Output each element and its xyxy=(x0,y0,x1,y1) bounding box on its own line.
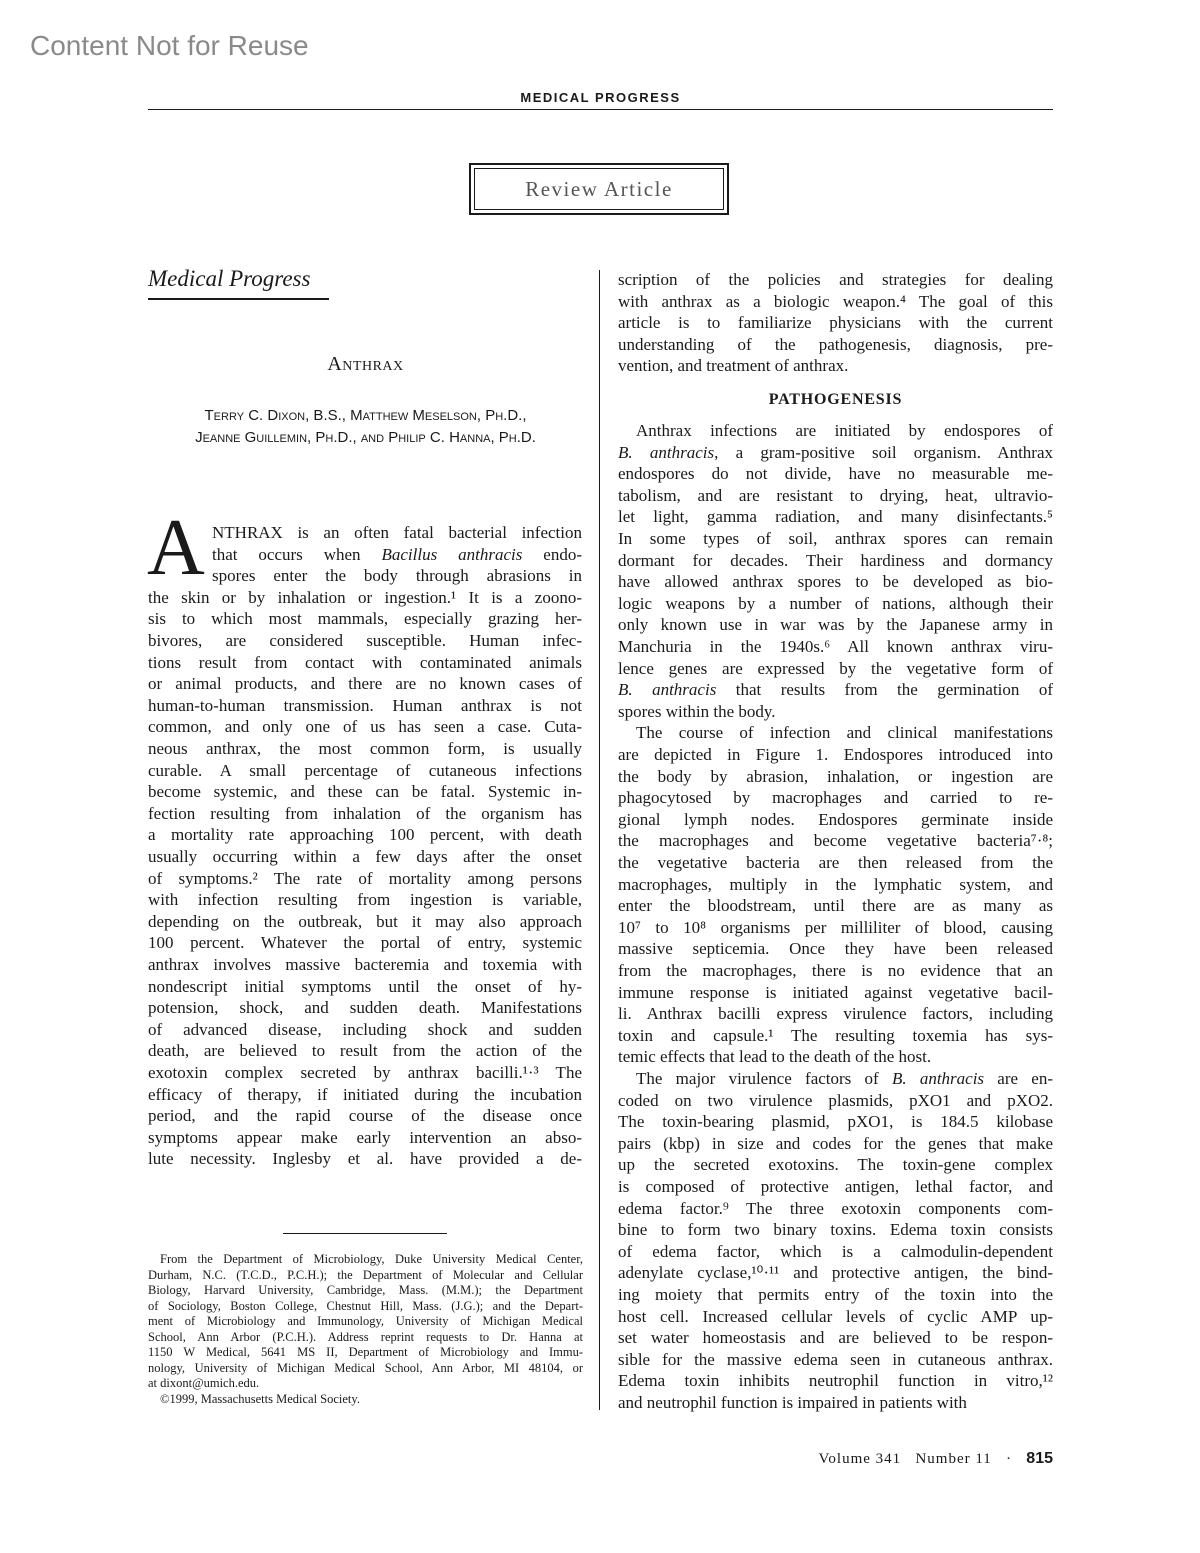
footnote-line: nology, University of Michigan Medical School, Ann Arbor, MI 48104, or xyxy=(148,1360,583,1375)
body-text-line: sible for the massive edema seen in cutaneous anthrax. xyxy=(618,1349,1053,1369)
body-text-line: set water homeostasis and are believed to be respon- xyxy=(618,1328,1053,1348)
body-text-line: bine to form two binary toxins. Edema toxin consists xyxy=(618,1220,1053,1240)
body-text-line: logic weapons by a number of nations, although their xyxy=(618,593,1053,613)
body-text-line: gional lymph nodes. Endospores germinate inside xyxy=(618,809,1053,829)
body-text-line: symptoms appear make early intervention an abso- xyxy=(148,1127,582,1147)
body-text-line: depending on the outbreak, but it may also approach xyxy=(148,911,582,931)
body-text-line: of edema factor, which is a calmodulin-dependent xyxy=(618,1241,1053,1261)
section-heading-pathogenesis: PATHOGENESIS xyxy=(768,391,903,408)
body-text-line: a mortality rate approaching 100 percent, with death xyxy=(148,825,582,845)
watermark: Content Not for Reuse xyxy=(30,30,309,61)
body-text-line: the body by abrasion, inhalation, or ingestion are xyxy=(618,766,1053,786)
body-text-line: Manchuria in the 1940s.⁶ All known anthrax viru- xyxy=(618,637,1053,656)
footnote-rule xyxy=(283,1233,447,1234)
body-text-line: Edema toxin inhibits neutrophil function in vitro,¹² xyxy=(618,1371,1053,1391)
footnote-line: at dixont@umich.edu. xyxy=(148,1376,260,1390)
body-text-line: human-to-human transmission. Human anthrax is not xyxy=(148,695,582,715)
article-type-label: Review Article xyxy=(474,168,724,210)
section-tag-rule xyxy=(148,298,329,300)
body-text-line: that occurs when Bacillus anthracis endo- xyxy=(212,544,582,564)
body-text-line: dormant for decades. Their hardiness and dormancy xyxy=(618,550,1053,570)
body-text-line: understanding of the pathogenesis, diagnosis, pre- xyxy=(618,334,1053,354)
body-text-line: and neutrophil function is impaired in patients with xyxy=(618,1393,967,1412)
body-text-line: vention, and treatment of anthrax. xyxy=(618,356,849,376)
body-text-line: coded on two virulence plasmids, pXO1 and pXO2. xyxy=(618,1090,1053,1110)
body-text-line: up the secreted exotoxins. The toxin-gene complex xyxy=(618,1155,1053,1175)
body-text-line: In some types of soil, anthrax spores can remain xyxy=(618,529,1053,548)
body-text-line: 100 percent. Whatever the portal of entry, systemic xyxy=(148,933,582,953)
body-text-line: common, and only one of us has seen a case. Cuta- xyxy=(148,717,582,737)
page-number: 815 xyxy=(1026,1450,1053,1467)
body-text-line: tabolism, and are resistant to drying, heat, ultravio- xyxy=(618,485,1053,505)
body-text-line: article is to familiarize physicians with the current xyxy=(618,313,1053,333)
body-text-line: nondescript initial symptoms until the onset of hy- xyxy=(148,976,582,996)
body-text-line: have allowed anthrax spores to be developed as bio- xyxy=(618,572,1053,592)
body-text-line: 10⁷ to 10⁸ organisms per milliliter of blood, causing xyxy=(618,917,1053,937)
body-text-line: only known use in war was by the Japanese army in xyxy=(618,615,1053,635)
body-text-line: become systemic, and these can be fatal. Systemic in- xyxy=(148,782,582,802)
body-text-line: enter the bloodstream, until there are as many as xyxy=(618,896,1053,916)
running-head: MEDICAL PROGRESS xyxy=(520,90,681,105)
body-text-line: li. Anthrax bacilli express virulence factors, including xyxy=(618,1004,1053,1024)
page-folio xyxy=(700,1450,1053,1468)
article-title: Anthrax xyxy=(327,353,404,375)
footnote-line: From the Department of Microbiology, Duke University Medical Center, xyxy=(160,1252,583,1266)
body-text-line: The major virulence factors of B. anthracis are en- xyxy=(636,1069,1053,1088)
author-list xyxy=(148,405,583,449)
drop-cap: A xyxy=(147,504,205,592)
author-line: Jeanne Guillemin, Ph.D., and Philip C. Hanna, Ph.D. xyxy=(195,429,536,446)
body-text-line: Anthrax infections are initiated by endospores of xyxy=(636,421,1053,440)
footnote-line: School, Ann Arbor (P.C.H.). Address reprint requests to Dr. Hanna at xyxy=(148,1329,583,1344)
body-text-line: phagocytosed by macrophages and carried to re- xyxy=(618,788,1053,808)
body-text-line: let light, gamma radiation, and many disinfectants.⁵ xyxy=(618,507,1053,527)
body-text-line: or animal products, and there are no known cases of xyxy=(148,674,582,694)
body-text-line: bivores, are considered susceptible. Human infec- xyxy=(148,631,582,650)
footnote-line: Durham, N.C. (T.C.D., P.C.H.); the Department of Molecular and Cellular xyxy=(148,1267,583,1282)
body-text-line: temic effects that lead to the death of the host. xyxy=(618,1047,932,1067)
body-text-line: edema factor.⁹ The three exotoxin components com- xyxy=(618,1198,1053,1218)
header-rule xyxy=(148,109,1053,110)
body-text-line: the macrophages and become vegetative bacteria⁷·⁸; xyxy=(618,831,1053,851)
body-text-line: are depicted in Figure 1. Endospores introduced into xyxy=(618,745,1053,764)
body-text-line: neous anthrax, the most common form, is usually xyxy=(148,739,582,758)
body-text-line: the skin or by inhalation or ingestion.¹ It is a zoono- xyxy=(148,587,582,607)
footnote-line: Biology, Harvard University, Cambridge, Mass. (M.M.); the Department xyxy=(148,1283,583,1297)
issue-label: Number 11 xyxy=(915,1451,992,1467)
footnote-line: 1150 W Medical, 5641 MS II, Department of Microbiology and Immu- xyxy=(148,1345,583,1359)
author-line: Terry C. Dixon, B.S., Matthew Meselson, Ph.D., xyxy=(204,407,527,424)
body-text-line: the vegetative bacteria are then released from the xyxy=(618,853,1053,872)
body-text-line: with anthrax as a biologic weapon.⁴ The goal of this xyxy=(618,291,1053,311)
body-text-line: lute necessity. Inglesby et al. have provided a de- xyxy=(148,1149,582,1169)
body-text-line: of symptoms.² The rate of mortality among persons xyxy=(148,868,582,888)
body-text-line: of advanced disease, including shock and sudden xyxy=(148,1019,582,1039)
body-text-line: spores within the body. xyxy=(618,701,776,721)
body-text-line: tions result from contact with contaminated animals xyxy=(148,652,582,672)
body-text-line: fection resulting from inhalation of the organism has xyxy=(148,803,582,823)
body-text-line: efficacy of therapy, if initiated during the incubation xyxy=(148,1084,582,1104)
footnote-line: of Sociology, Boston College, Chestnut Hill, Mass. (J.G.); and the Depart- xyxy=(148,1298,583,1313)
body-text-line: scription of the policies and strategies for dealing xyxy=(618,270,1053,289)
body-text-line: anthrax involves massive bacteremia and toxemia with xyxy=(148,955,582,974)
body-text-line: B. anthracis, a gram-positive soil organism. Anthrax xyxy=(618,442,1053,462)
body-text-line: period, and the rapid course of the disease once xyxy=(148,1106,582,1126)
body-text-line: adenylate cyclase,¹⁰·¹¹ and protective antigen, the bind- xyxy=(618,1263,1053,1283)
body-text-line: from the macrophages, there is no evidence that an xyxy=(618,961,1053,980)
body-text-line: The course of infection and clinical manifestations xyxy=(636,723,1053,743)
body-text-line: massive septicemia. Once they have been released xyxy=(618,939,1053,959)
body-text-line: B. anthracis that results from the germination of xyxy=(618,680,1053,700)
body-text-line: toxin and capsule.¹ The resulting toxemia has sys- xyxy=(618,1025,1053,1045)
body-text-line: spores enter the body through abrasions in xyxy=(212,566,582,586)
article-type-box xyxy=(469,163,729,215)
body-text-line: The toxin-bearing plasmid, pXO1, is 184.5 kilobase xyxy=(618,1112,1053,1132)
body-text-line: pairs (kbp) in size and codes for the genes that make xyxy=(618,1133,1053,1153)
footnote-line: ©1999, Massachusetts Medical Society. xyxy=(160,1391,360,1406)
body-text-line: sis to which most mammals, especially grazing her- xyxy=(148,609,582,629)
body-text-line: macrophages, multiply in the lymphatic system, and xyxy=(618,874,1053,894)
volume-label: Volume 341 xyxy=(818,1451,902,1467)
body-text-line: curable. A small percentage of cutaneous infections xyxy=(148,760,582,780)
folio-separator: · xyxy=(1006,1451,1013,1467)
footnote-line: ment of Microbiology and Immunology, University of Michigan Medical xyxy=(148,1314,583,1328)
body-text-line: with infection resulting from ingestion is variable, xyxy=(148,890,582,910)
body-text-line: lence genes are expressed by the vegetative form of xyxy=(618,658,1053,678)
column-divider xyxy=(599,270,600,1410)
body-text-line: is composed of protective antigen, lethal factor, and xyxy=(618,1177,1053,1196)
body-text-line: usually occurring within a few days after the onset xyxy=(148,847,582,866)
body-text-line: ing moiety that permits entry of the toxin into the xyxy=(618,1285,1053,1304)
body-text-line: exotoxin complex secreted by anthrax bacilli.¹·³ The xyxy=(148,1063,582,1082)
body-text-line: potension, shock, and sudden death. Manifestations xyxy=(148,998,582,1018)
body-text-line: NTHRAX is an often fatal bacterial infection xyxy=(212,523,582,542)
body-text-line: endospores do not divide, have no measurable me- xyxy=(618,464,1053,484)
body-text-line: death, are believed to result from the action of the xyxy=(148,1041,582,1061)
section-tag: Medical Progress xyxy=(148,266,311,291)
body-text-line: host cell. Increased cellular levels of cyclic AMP up- xyxy=(618,1306,1053,1326)
body-text-line: immune response is initiated against vegetative bacil- xyxy=(618,982,1053,1002)
